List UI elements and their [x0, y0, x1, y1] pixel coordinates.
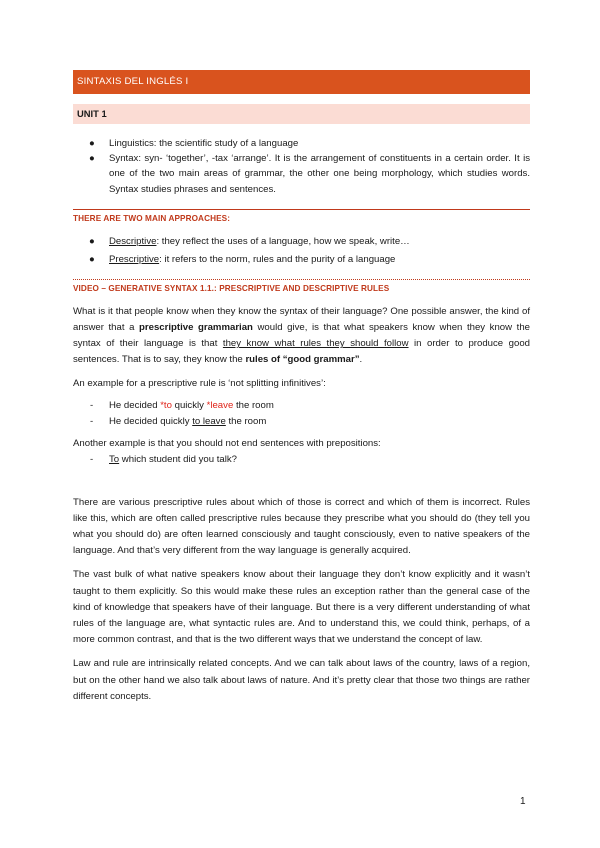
bullet-icon: ● [89, 138, 95, 149]
list-item: ● Linguistics: the scientific study of a language [73, 136, 530, 151]
list-item: - To which student did you talk? [90, 454, 238, 466]
example-list [73, 398, 530, 430]
approaches-heading: THERE ARE TWO MAIN APPROACHES: [73, 213, 231, 223]
paragraph: The vast bulk of what native speakers know about their language they don’t know explicitly and it wasn’t taught to them explicitly. So this would make these rules an exception rather than the general case of the kind of knowledge that speakers have of their language. But there is a very different understanding of what rules of the language are, what syntactic rules are. And to understand this, we could think, perhaps, of a more common contrast, and that is the two different ways that we understand the concept of law. [73, 569, 530, 646]
paragraph: What is it that people know when they know the syntax of their language? One possible answer, the kind of answer that a prescriptive grammarian would give, is that what speakers know when they know the syntax of their language is that they know what rules they should follow in order to produce good sentences. That is to say, they know the rules of “good grammar”. [73, 305, 530, 366]
list-item: ● Prescriptive: it refers to the norm, rules and the purity of a language [73, 251, 530, 269]
list-item: - He decided *to quickly *leave the room [90, 399, 274, 411]
definitions-list [73, 136, 530, 197]
page-number: 1 [520, 796, 526, 807]
list-item: - He decided quickly to leave the room [90, 416, 267, 428]
bullet-icon: ● [89, 253, 95, 265]
bullet-icon: ● [89, 235, 95, 247]
section-divider [73, 279, 530, 280]
video-heading: VIDEO – GENERATIVE SYNTAX 1.1.: PRESCRIPTIVE AND DESCRIPTIVE RULES [73, 283, 390, 293]
bullet-icon: ● [89, 153, 95, 165]
approaches-list [73, 233, 530, 269]
unit-heading: UNIT 1 [73, 104, 530, 124]
list-item: ● Syntax: syn- ‘together’, -tax ‘arrange’. It is the arrangement of constituents in a certain order. It is one of the two main areas of grammar, the other one being morphology, which studies words. Syntax studies phrases and sentences. [89, 153, 530, 195]
paragraph: There are various prescriptive rules about which of those is correct and which of them is incorrect. Rules like this, which are often called prescriptive rules because they prescribe what you should do (they tell you what you should do) are often learned consciously and taught consciously, even to native speakers of the language. And that’s very different from the way language is generally acquired. [73, 496, 530, 557]
example-list [73, 452, 530, 468]
document-title: SINTAXIS DEL INGLÉS I [73, 70, 530, 94]
paragraph: An example for a prescriptive rule is ‘not splitting infinitives’: [73, 377, 326, 389]
section-divider [73, 209, 530, 210]
list-item: ● Descriptive: they reflect the uses of a language, how we speak, write… [73, 233, 530, 251]
paragraph: Another example is that you should not end sentences with prepositions: [73, 438, 381, 450]
document-page [73, 70, 530, 705]
paragraph: Law and rule are intrinsically related concepts. And we can talk about laws of the country, laws of a region, but on the other hand we also talk about laws of nature. And it’s pretty clear that those two things are rather different concepts. [73, 658, 530, 702]
